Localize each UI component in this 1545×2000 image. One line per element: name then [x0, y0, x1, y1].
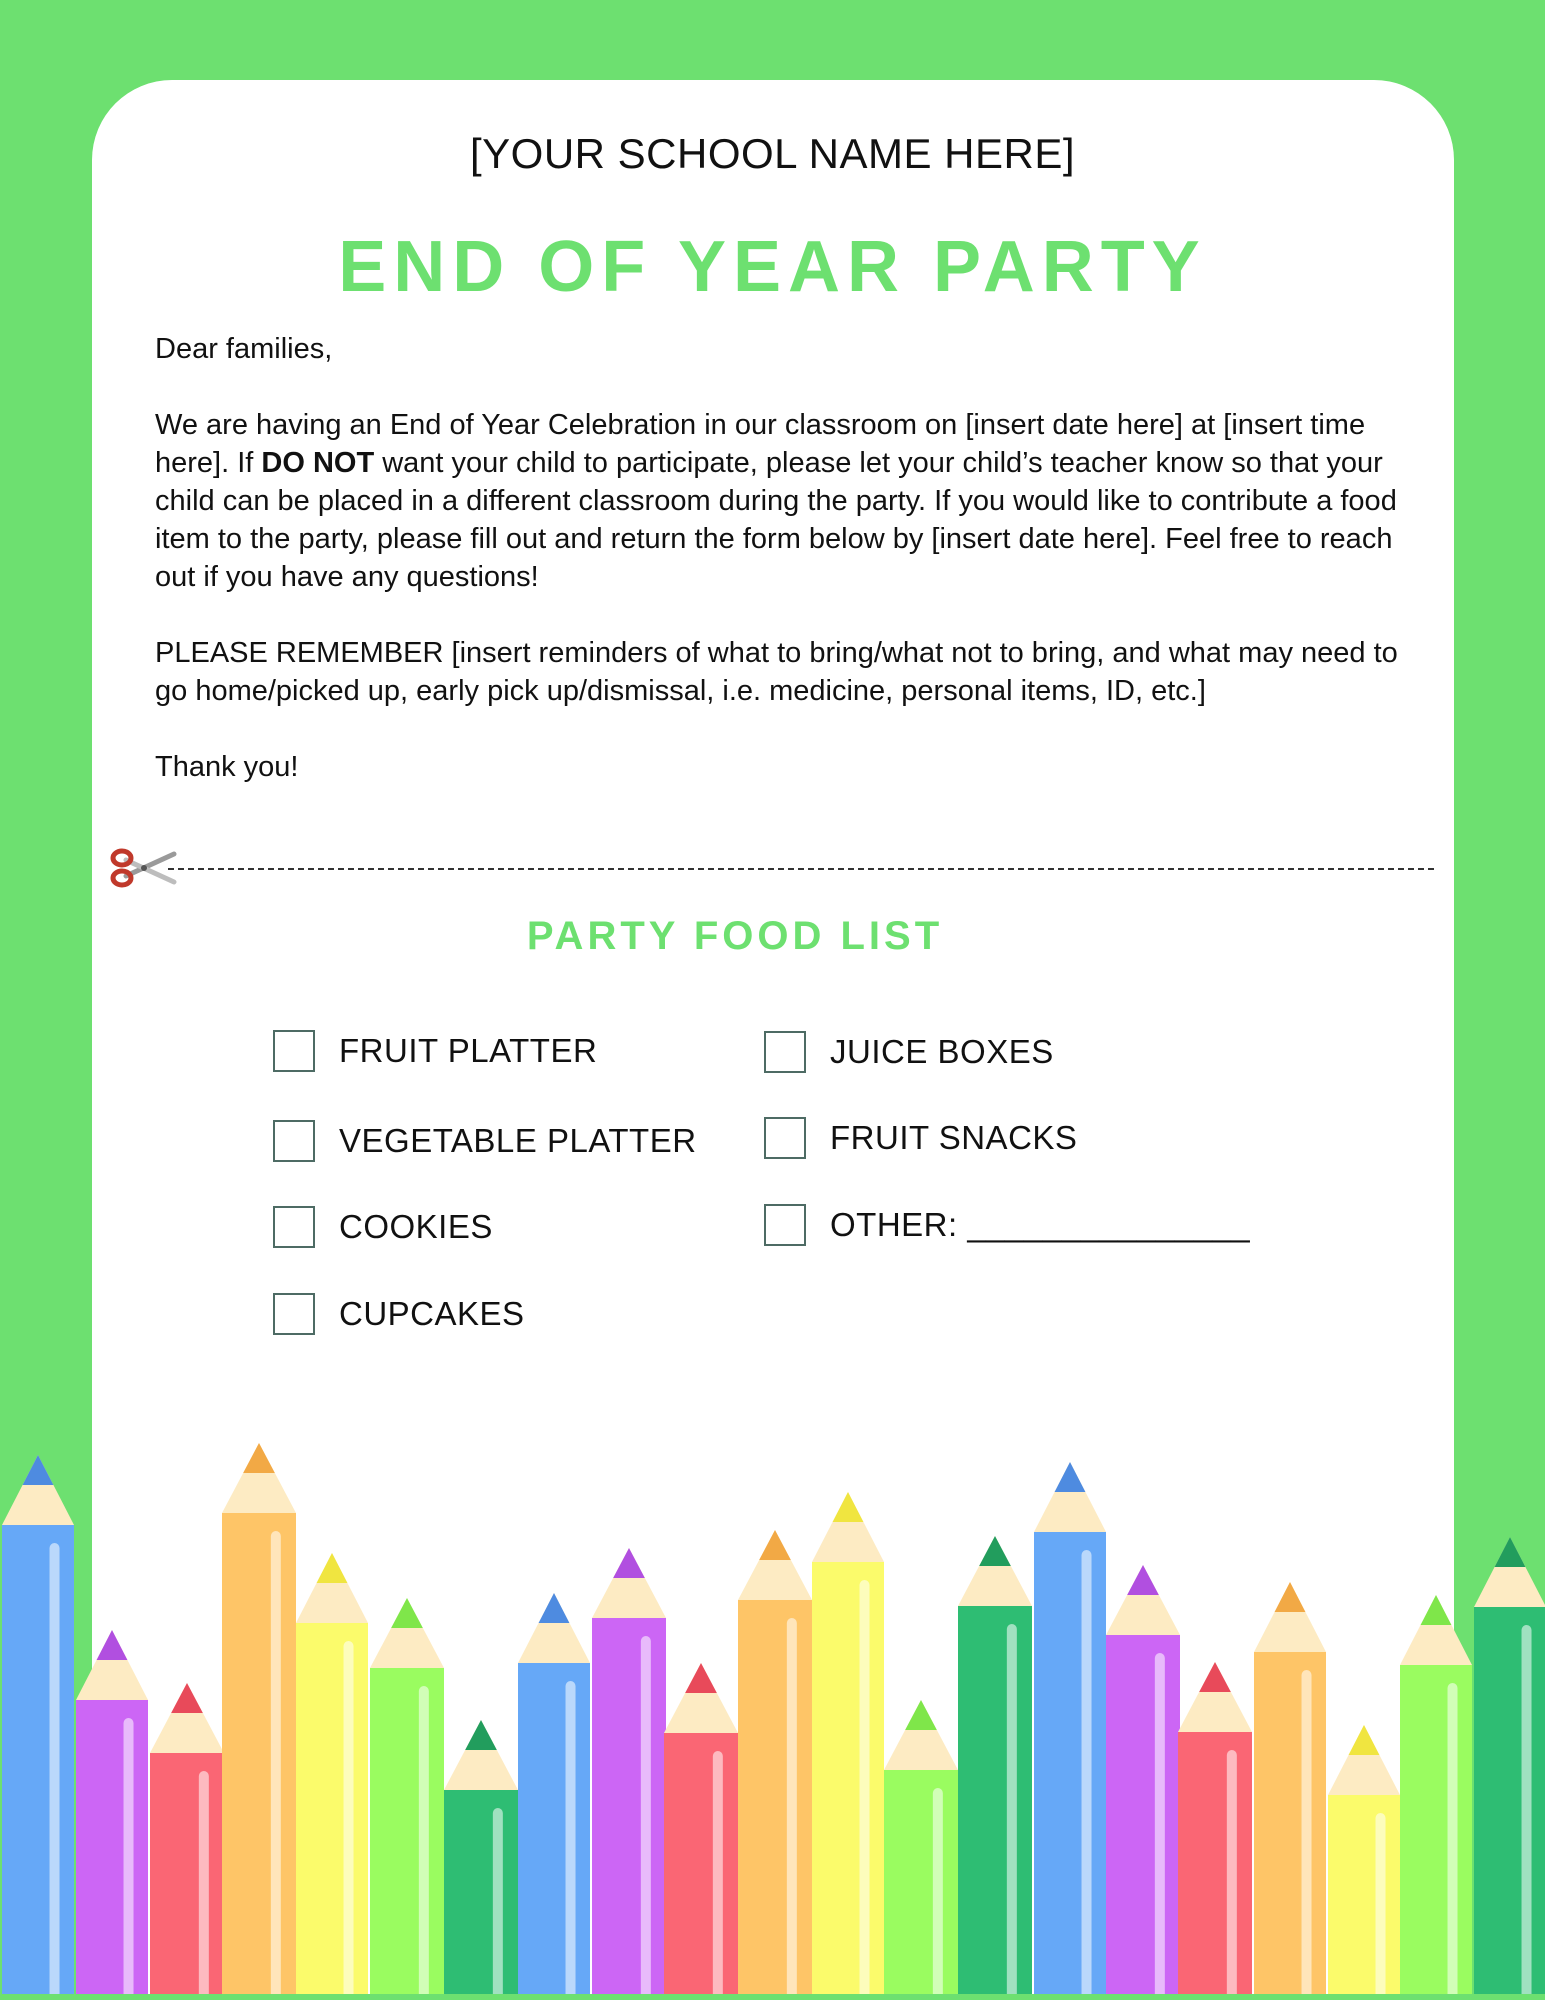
paragraph-details: [155, 406, 1405, 596]
checkbox[interactable]: [273, 1120, 315, 1162]
paragraph-reminders: PLEASE REMEMBER [insert reminders of what to bring/what not to bring, and what may need to go home/picked up, early pick up/dismissal, i.e. medicine, personal items, ID, etc.]: [155, 637, 1398, 707]
pencil: [664, 1663, 738, 2000]
pencil: [1254, 1582, 1326, 2000]
option-label: COOKIES: [339, 1208, 493, 1245]
option-label: OTHER: _______________: [830, 1206, 1251, 1243]
emphasis-do-not: DO NOT: [261, 447, 375, 479]
food-option-cookies[interactable]: [273, 1206, 493, 1248]
checkbox[interactable]: [764, 1117, 806, 1159]
pencil: [1034, 1462, 1106, 2000]
pencil: [370, 1598, 444, 2000]
food-list-title: PARTY FOOD LIST: [526, 914, 944, 958]
letter-body: [155, 330, 1405, 824]
paragraph-details-start: We are having an End of Year Celebration in our classroom on [insert date here] at [insert time here]. If: [155, 409, 1366, 479]
pencil: [592, 1548, 666, 2000]
pencil: [76, 1630, 148, 2000]
food-option-juice-boxes[interactable]: [764, 1031, 1054, 1073]
cut-line: [168, 868, 1434, 870]
checkbox[interactable]: [764, 1204, 806, 1246]
pencil: [738, 1530, 812, 2000]
pencil: [1400, 1595, 1472, 2000]
pencil: [1178, 1662, 1252, 2000]
pencil: [296, 1553, 368, 2000]
pencil: [812, 1492, 884, 2000]
option-label: FRUIT SNACKS: [830, 1119, 1078, 1156]
pencil: [1106, 1565, 1180, 2000]
pencil: [1328, 1725, 1400, 2000]
food-option-fruit-snacks[interactable]: [764, 1117, 1077, 1159]
option-label: JUICE BOXES: [830, 1033, 1054, 1070]
option-label: FRUIT PLATTER: [339, 1032, 598, 1069]
checkbox[interactable]: [273, 1030, 315, 1072]
checkbox[interactable]: [273, 1206, 315, 1248]
option-label: VEGETABLE PLATTER: [339, 1122, 697, 1159]
page-title: END OF YEAR PARTY: [338, 227, 1207, 307]
paragraph-details-end: want your child to participate, please let your child’s teacher know so that your child can be placed in a different classroom during the party. If you would like to contribute a food item to the party, please fill out and return the form below by [insert date here]. Feel free to reach out if you have any questions!: [155, 447, 1397, 593]
option-label: CUPCAKES: [339, 1295, 525, 1332]
colored-pencils-decoration: [0, 1400, 1545, 2000]
closing: Thank you!: [155, 751, 299, 783]
food-option-vegetable-platter[interactable]: [273, 1120, 697, 1162]
checkbox[interactable]: [273, 1293, 315, 1335]
bottom-border: [0, 1994, 1545, 2000]
pencil: [150, 1683, 224, 2000]
food-option-fruit-platter[interactable]: [273, 1030, 597, 1072]
pencil: [958, 1536, 1032, 2000]
greeting: Dear families,: [155, 333, 333, 365]
pencil: [444, 1720, 518, 2000]
food-option-other[interactable]: [764, 1204, 1250, 1246]
pencil: [222, 1443, 296, 2000]
pencil: [2, 1455, 74, 2000]
pencil: [1474, 1537, 1545, 2000]
pencil: [518, 1593, 590, 2000]
school-name: [YOUR SCHOOL NAME HERE]: [469, 130, 1076, 177]
pencil: [884, 1700, 958, 2000]
checkbox[interactable]: [764, 1031, 806, 1073]
food-option-cupcakes[interactable]: [273, 1293, 525, 1335]
